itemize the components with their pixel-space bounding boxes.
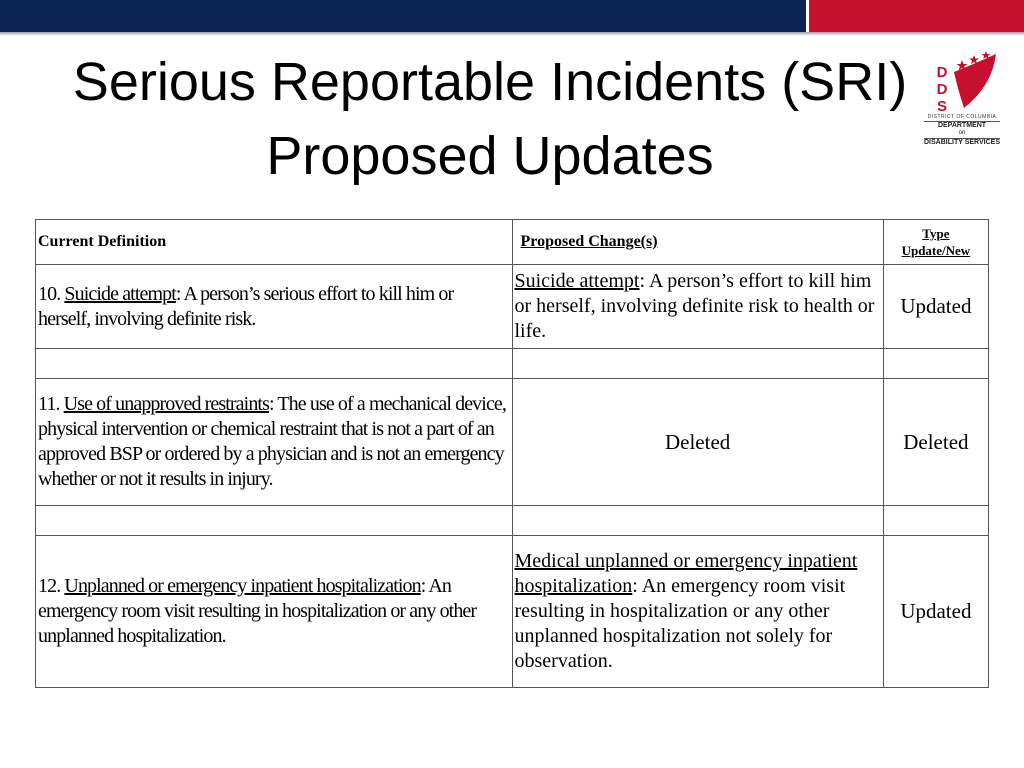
table-row-10	[36, 265, 989, 349]
table-spacer-row	[36, 506, 989, 536]
slide-title-line2: Proposed Updates	[266, 126, 714, 186]
header-type-line1: Type	[922, 226, 950, 241]
logo-letter-d2: D	[936, 81, 948, 98]
type-cell: Updated	[883, 265, 988, 349]
logo-name: DISABILITY SERVICES	[924, 139, 1000, 146]
sri-table	[35, 219, 989, 688]
current-definition-cell	[36, 265, 513, 349]
top-bar-red	[809, 0, 1024, 32]
current-term: Suicide attempt	[64, 282, 176, 305]
slide-title-line1: Serious Reportable Incidents (SRI)	[72, 52, 908, 112]
header-proposed-changes	[512, 220, 883, 265]
header-type-line2: Update/New	[901, 243, 971, 258]
logo-department: DEPARTMENT	[937, 122, 987, 129]
dds-logo	[918, 50, 1006, 150]
row-number: 10.	[38, 282, 65, 305]
top-bar-navy	[0, 0, 806, 32]
slide-title	[40, 45, 940, 193]
type-cell: Deleted	[883, 379, 988, 506]
logo-on: on	[958, 130, 966, 136]
logo-district: DISTRICT OF COLUMBIA	[927, 114, 997, 120]
current-text: : The use of a mechanical device, physical intervention or chemical restraint that is not a part of an approved BSP or ordered by a physician and is not an emergency whether or not it results in injury.	[38, 393, 506, 490]
table-row-11	[36, 379, 989, 506]
proposed-term: Medical unplanned or emergency inpatient hospitalization	[514, 550, 858, 597]
header-type	[883, 220, 988, 265]
proposed-text: : A person’s effort to kill him or herself, involving definite risk to health or life.	[514, 270, 875, 342]
logo-letter-d1: D	[936, 64, 948, 81]
top-bar-shadow	[0, 32, 1024, 36]
header-proposed-label: Proposed Change(s)	[520, 233, 658, 250]
table-row-12	[36, 536, 989, 688]
current-text: : An emergency room visit resulting in hospitalization or any other unplanned hospitalization.	[38, 575, 477, 647]
table-spacer-row	[36, 349, 989, 379]
current-definition-cell	[36, 536, 513, 688]
row-number: 12.	[38, 575, 65, 597]
proposed-term: Suicide attempt	[514, 270, 640, 292]
type-cell: Updated	[883, 536, 988, 688]
table-header-row	[36, 220, 989, 265]
proposed-change-cell: Deleted	[512, 379, 883, 506]
proposed-change-cell	[512, 536, 883, 688]
proposed-text: : An emergency room visit resulting in hospitalization or any other unplanned hospitalization not solely for observation.	[514, 575, 846, 672]
row-number: 11.	[38, 393, 64, 415]
logo-letter-s: S	[936, 98, 947, 115]
header-current-definition: Current Definition	[36, 220, 513, 265]
current-term: Unplanned or emergency inpatient hospitalization	[64, 575, 421, 597]
current-definition-cell	[36, 379, 513, 506]
current-term: Use of unapproved restraints	[63, 393, 269, 415]
proposed-change-cell	[512, 265, 883, 349]
current-text: : A person’s serious effort to kill him or herself, involving definite risk.	[38, 282, 454, 330]
flag-stars-icon	[948, 50, 1000, 112]
